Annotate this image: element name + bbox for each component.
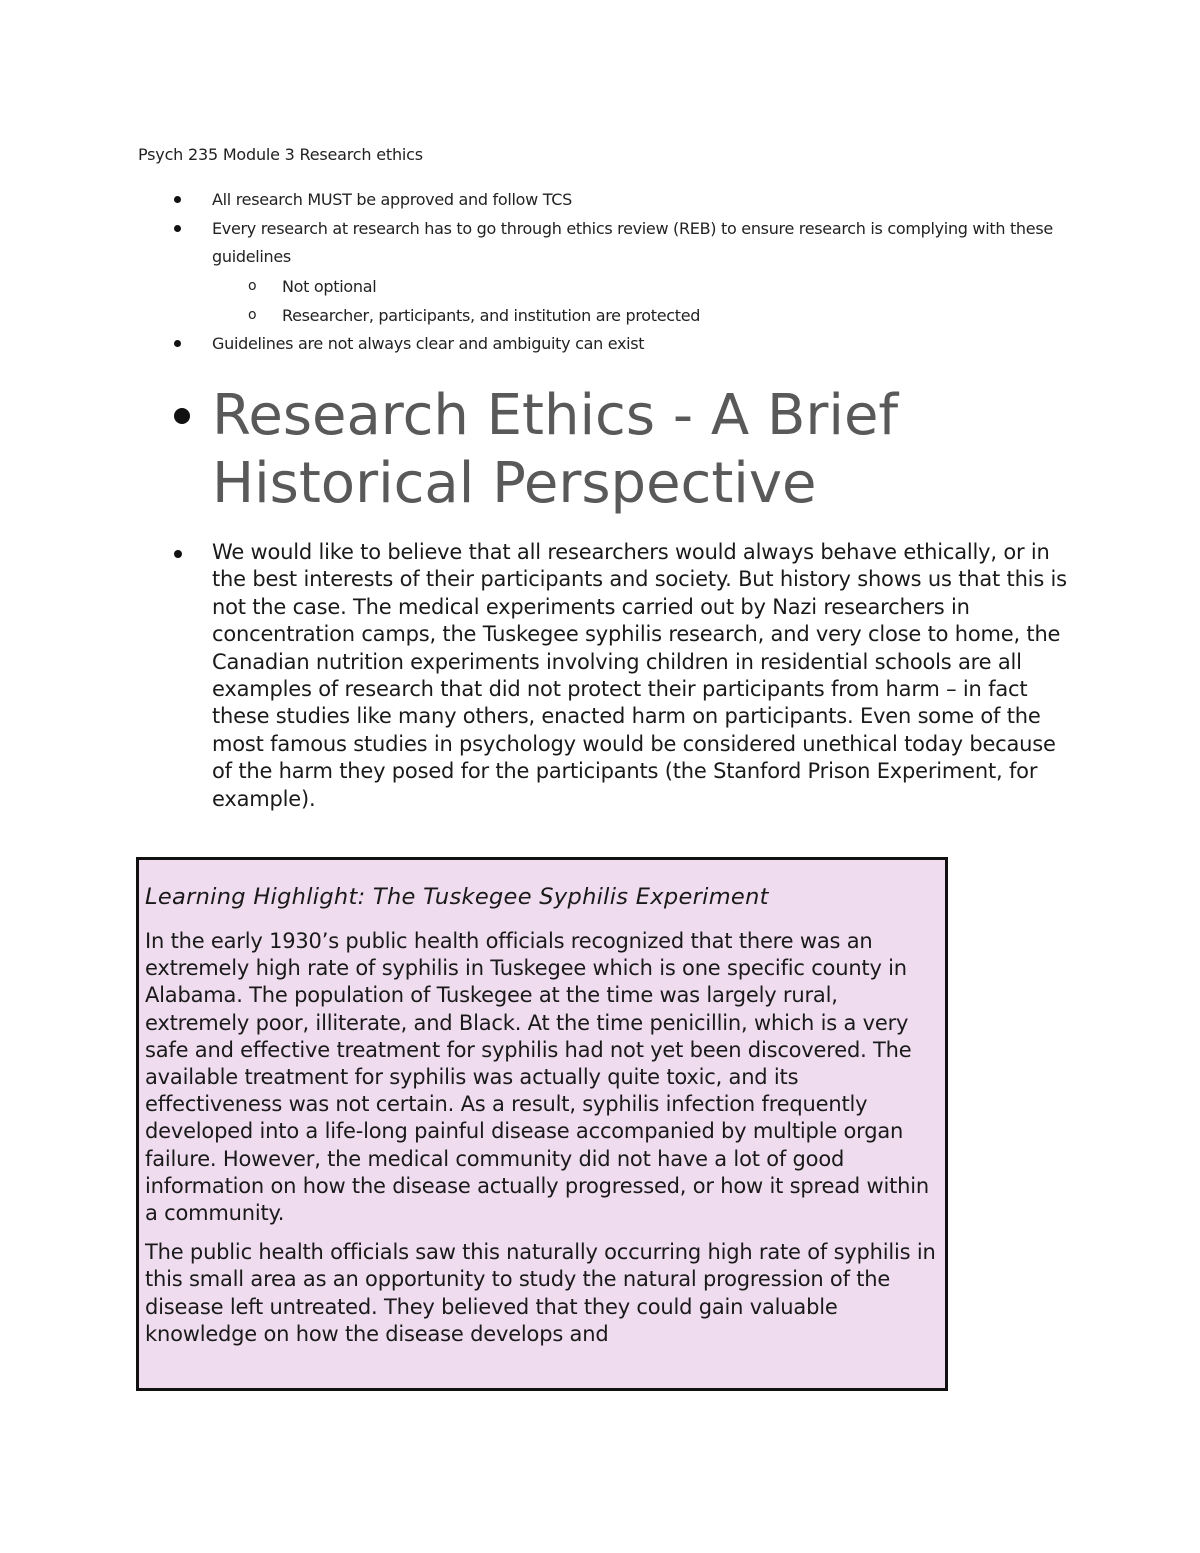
list-item-text: Every research at research has to go through ethics review (REB) to ensure research is complying with these guidelines <box>212 218 1053 266</box>
bullet-dot-icon <box>174 408 190 424</box>
learning-highlight-paragraph: In the early 1930’s public health officials recognized that there was an extremely high rate of syphilis in Tuskegee which is one specific county in Alabama. The population of Tuskegee at the time was largely rural, extremely poor, illiterate, and Black. At the time penicillin, which is a very safe and effective treatment for syphilis had not yet been discovered. The available treatment for syphilis was actually quite toxic, and its effectiveness was not certain. As a result, syphilis infection frequently developed into a life-long painful disease accompanied by multiple organ failure. However, the medical community did not have a lot of good information on how the disease actually progressed, or how it spread within a community. <box>145 929 929 1226</box>
section-paragraph: We would like to believe that all researchers would always behave ethically, or in the best interests of their participants and society. But history shows us that this is not the case. The medical experiments carried out by Nazi researchers in concentration camps, the Tuskegee syphilis research, and very close to home, the Canadian nutrition experiments involving children in residential schools are all examples of research that did not protect their participants from harm – in fact these studies like many others, enacted harm on participants. Even some of the most famous studies in psychology would be considered unethical today because of the harm they posed for the participants (the Stanford Prison Experiment, for example). <box>212 540 1067 811</box>
sub-list-item <box>212 272 1078 301</box>
hollow-bullet-icon: o <box>248 306 257 323</box>
section-paragraph-block <box>138 539 1068 813</box>
learning-highlight-box <box>136 857 948 1391</box>
sub-list-item-text: Researcher, participants, and institution are protected <box>282 305 701 325</box>
bullet-dot-icon <box>174 340 181 347</box>
sub-list-item-text: Not optional <box>282 276 377 296</box>
document-title: Psych 235 Module 3 Research ethics <box>138 145 423 164</box>
hollow-bullet-icon: o <box>248 277 257 294</box>
bullet-dot-icon <box>174 196 181 203</box>
list-item-text: Guidelines are not always clear and ambiguity can exist <box>212 333 645 353</box>
sub-list-item <box>212 301 1078 330</box>
learning-highlight-content <box>139 860 941 1348</box>
bullet-dot-icon <box>174 225 181 232</box>
list-item <box>138 215 1078 330</box>
section-heading-block <box>138 382 1098 518</box>
list-item-text: All research MUST be approved and follow TCS <box>212 190 572 209</box>
learning-highlight-title: Learning Highlight: The Tuskegee Syphilis Experiment <box>145 884 769 910</box>
list-item <box>138 330 1078 359</box>
list-item <box>138 186 1078 215</box>
learning-highlight-paragraph: The public health officials saw this naturally occurring high rate of syphilis in this small area as an opportunity to study the natural progression of the disease left untreated. They believed that they could gain valuable knowledge on how the disease develops and <box>145 1240 936 1346</box>
notes-list <box>138 186 1078 358</box>
section-heading: Research Ethics - A Brief Historical Perspective <box>212 383 899 516</box>
bullet-dot-icon <box>174 550 182 558</box>
sub-list <box>212 272 1078 330</box>
